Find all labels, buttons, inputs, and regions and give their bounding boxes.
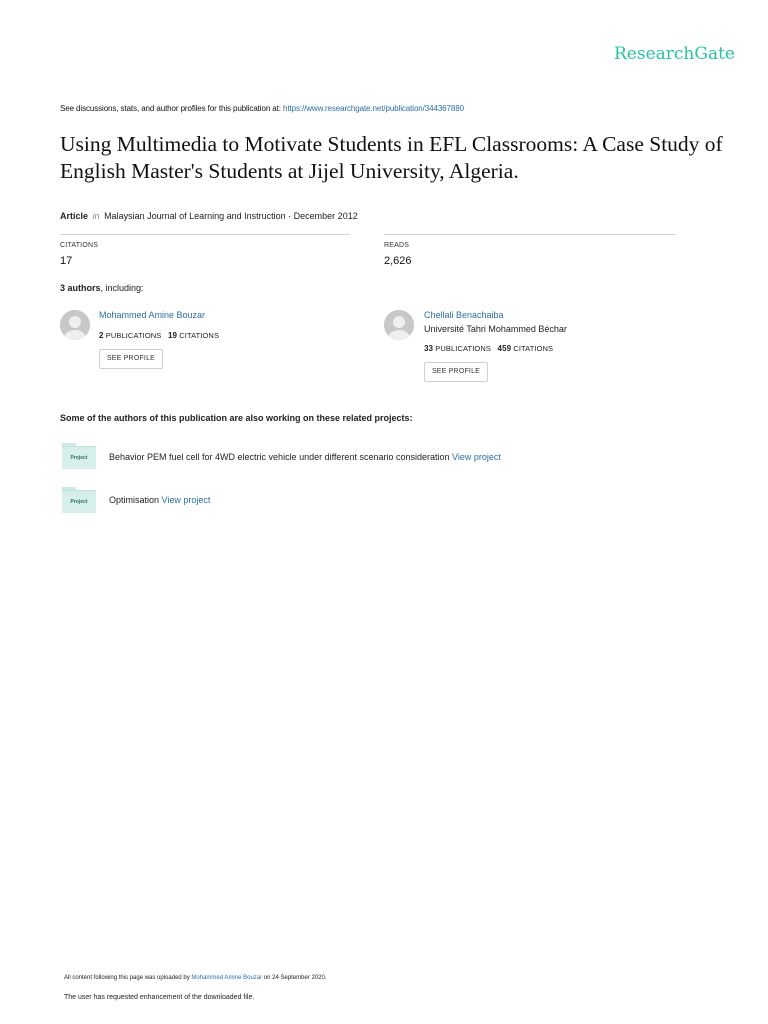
related-projects-heading: Some of the authors of this publication are also working on these related projects: [60, 413, 413, 423]
project-folder-label: Project [70, 455, 88, 461]
user-avatar-icon[interactable] [384, 310, 414, 340]
publication-title: Using Multimedia to Motivate Students in EFL Classrooms: A Case Study of English Master's Students at Jijel University, Algeria. [60, 132, 723, 183]
project-title: Behavior PEM fuel cell for 4WD electric vehicle under different scenario consideration [109, 452, 450, 462]
uploader-link[interactable]: Mohammed Amine Bouzar [191, 975, 263, 981]
authors-heading [60, 283, 144, 293]
see-profile-button[interactable]: SEE PROFILE [424, 362, 488, 382]
project-item [109, 452, 501, 462]
project-title: Optimisation [109, 495, 160, 505]
author-affiliation: Université Tahri Mohammed Béchar [424, 324, 567, 334]
divider-citations [60, 234, 350, 235]
view-project-link[interactable]: View project [161, 495, 211, 505]
citations-label: CITATIONS [60, 242, 99, 249]
upload-prefix: All content following this page was uploaded by [64, 975, 190, 981]
project-folder-label: Project [70, 499, 88, 505]
publication-source: Malaysian Journal of Learning and Instruction · December 2012 [104, 211, 358, 221]
publication-url-link[interactable]: https://www.researchgate.net/publication/344367880 [283, 104, 464, 113]
author-publications-count: 33 [424, 344, 434, 353]
user-avatar-icon[interactable] [60, 310, 90, 340]
author-citations-label: CITATIONS [179, 331, 220, 340]
discussions-line [60, 104, 464, 113]
authors-count: 3 authors [60, 283, 101, 293]
author-stats [99, 331, 219, 340]
author-stats [424, 344, 553, 353]
author-publications-label: PUBLICATIONS [435, 344, 491, 353]
reads-label: READS [384, 242, 410, 249]
author-name-link[interactable]: Chellali Benachaiba [424, 310, 504, 320]
author-name-link[interactable]: Mohammed Amine Bouzar [99, 310, 206, 320]
author-publications-label: PUBLICATIONS [105, 331, 162, 340]
see-profile-button[interactable]: SEE PROFILE [99, 349, 163, 369]
project-folder-icon [62, 443, 96, 469]
author-citations-label: CITATIONS [513, 344, 554, 353]
author-publications-count: 2 [99, 331, 104, 340]
citations-count: 17 [60, 255, 73, 267]
view-project-link[interactable]: View project [452, 452, 501, 462]
author-citations-count: 19 [167, 331, 178, 340]
author-citations-count: 459 [497, 344, 512, 353]
project-folder-icon [62, 487, 96, 513]
discussions-prefix: See discussions, stats, and author profiles for this publication at: [60, 104, 281, 113]
publication-meta [60, 211, 358, 221]
authors-suffix: , including: [100, 283, 144, 293]
divider-reads [384, 234, 676, 235]
publication-type: Article [60, 211, 89, 221]
project-item [109, 495, 210, 505]
meta-in: in [92, 211, 100, 221]
reads-count: 2,626 [384, 255, 412, 267]
upload-suffix: on 24 September 2020. [263, 975, 327, 981]
researchgate-logo[interactable]: ResearchGate [614, 44, 735, 64]
upload-note [64, 975, 327, 981]
enhancement-note: The user has requested enhancement of the downloaded file. [64, 994, 255, 1001]
